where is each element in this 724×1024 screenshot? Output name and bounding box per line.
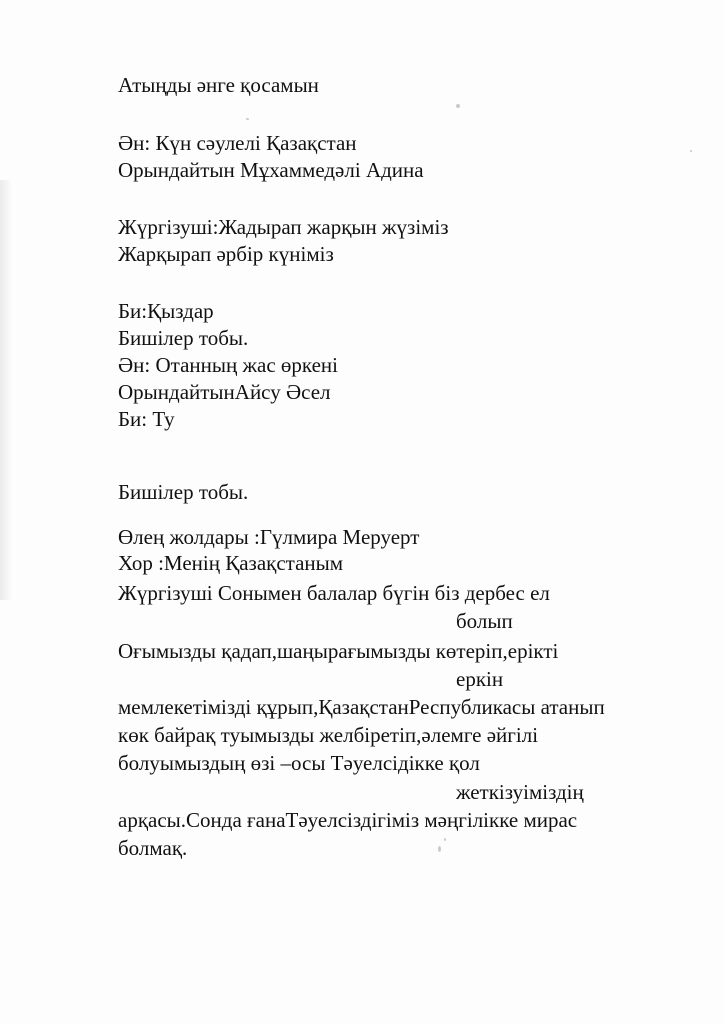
text-line: Ән: Отанның жас өркені — [118, 353, 338, 377]
text-line: ОрындайтынАйсу Әсел — [118, 380, 331, 404]
text-line: Жарқырап әрбір күніміз — [118, 242, 334, 266]
text-line: жеткізуіміздің — [456, 780, 584, 804]
text-line: арқасы.Сонда ғанаТәуелсіздігіміз мәңгілікке мирас — [118, 808, 578, 832]
text-line: болмақ. — [118, 836, 188, 860]
text-line: Ән: Күн сәулелі Қазақстан — [118, 131, 357, 155]
text-line: Жүргізуші:Жадырап жарқын жүзіміз — [118, 215, 449, 239]
scan-edge-shadow — [0, 180, 12, 600]
text-line: болуымыздың өзі –осы Тәуелсідікке қол — [118, 751, 480, 775]
scan-speck — [690, 150, 692, 152]
scan-speck — [438, 846, 441, 852]
scan-speck — [456, 104, 460, 108]
text-line: мемлекетімізді құрып,ҚазақстанРеспубликасы атанып — [118, 695, 605, 719]
text-line: болып — [456, 609, 513, 633]
text-line: Бишілер тобы. — [118, 480, 249, 504]
text-line: көк байрақ туымызды желбіретіп,әлемге әйгілі — [118, 723, 539, 747]
text-line: Оғымызды қадап,шаңырағымызды көтеріп,ерікті — [118, 639, 559, 663]
text-line: Би:Қыздар — [118, 299, 214, 323]
scan-speck — [246, 118, 249, 120]
scan-speck — [444, 838, 446, 841]
text-line: Хор :Менің Қазақстаным — [118, 551, 344, 575]
text-line: еркін — [456, 667, 504, 691]
text-line: Орындайтын Мұхаммедәлі Адина — [118, 158, 424, 182]
text-line: Бишілер тобы. — [118, 326, 249, 350]
text-line: Өлең жолдары :Гүлмира Меруерт — [118, 525, 420, 549]
text-line: Жүргізуші Сонымен балалар бүгін біз дербес ел — [118, 581, 550, 605]
heading-line: Атыңды әнге қосамын — [118, 73, 319, 97]
text-line: Би: Ту — [118, 407, 175, 431]
